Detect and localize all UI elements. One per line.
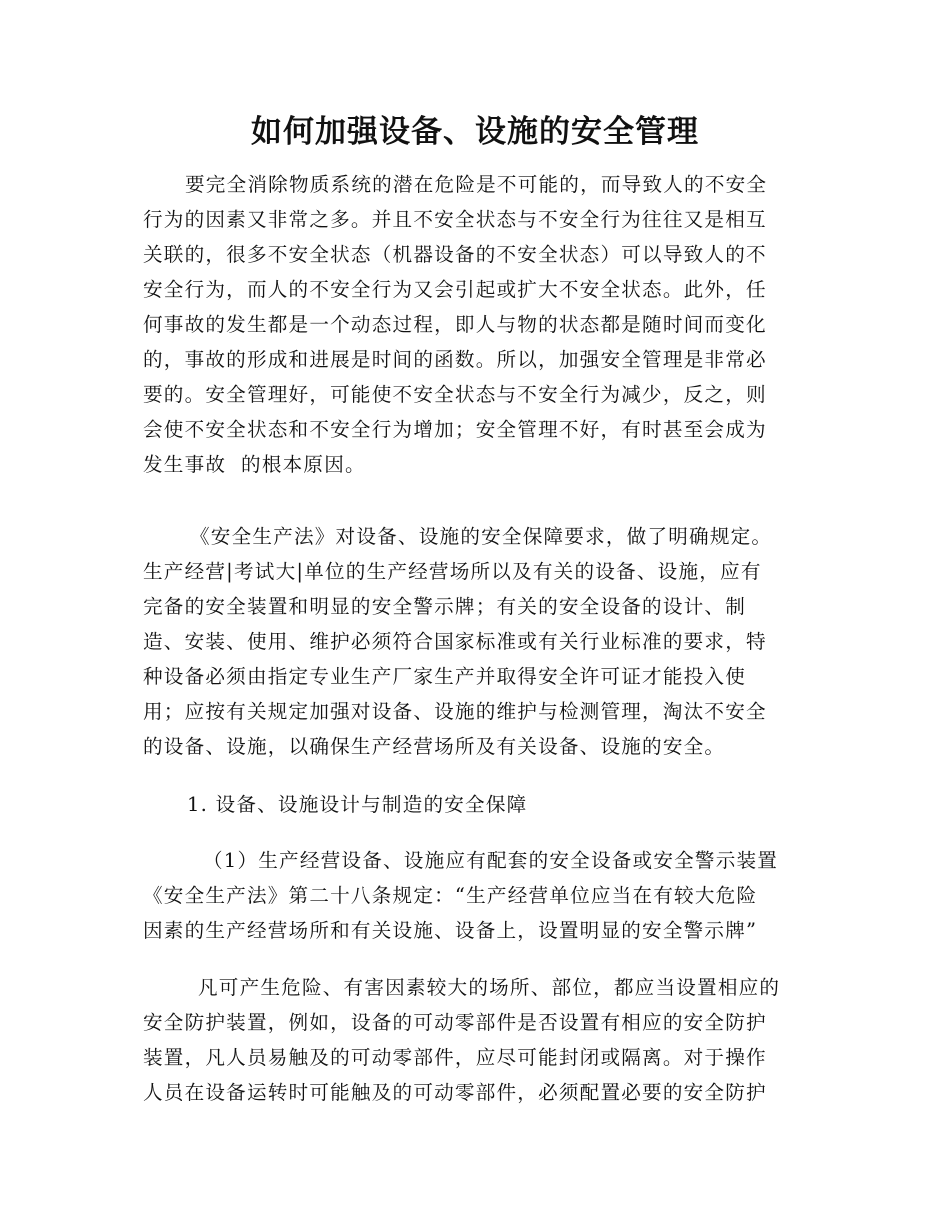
paragraph-line: 凡可产生危险、有害因素较大的场所、部位，都应当设置相应的 xyxy=(198,976,781,999)
paragraph-line: （1）生产经营设备、设施应有配套的安全设备或安全警示装置 xyxy=(203,849,779,872)
paragraph-1 xyxy=(143,167,808,482)
paragraph-2 xyxy=(143,519,808,764)
paragraph-5 xyxy=(143,970,808,1110)
paragraph-line: 人员在设备运转时可能触及的可动零部件，必须配置必要的安全防护 xyxy=(143,1081,767,1104)
paragraph-line: 发生事故 的根本原因。 xyxy=(143,453,366,476)
section-heading xyxy=(143,787,808,822)
section-heading-text: 1. 设备、设施设计与制造的安全保障 xyxy=(187,793,528,816)
paragraph-line: 《安全生产法》对设备、设施的安全保障要求，做了明确规定。 xyxy=(190,525,773,548)
paragraph-line: 完备的安全装置和明显的安全警示牌；有关的安全设备的设计、制 xyxy=(143,595,747,618)
paragraph-line: 生产经营|考试大|单位的生产经营场所以及有关的设备、设施，应有 xyxy=(143,560,762,583)
paragraph-line: 装置，凡人员易触及的可动零部件，应尽可能封闭或隔离。对于操作 xyxy=(143,1046,767,1069)
paragraph-line: 要的。安全管理好，可能使不安全状态与不安全行为减少，反之，则 xyxy=(143,383,767,406)
paragraph-line: 何事故的发生都是一个动态过程，即人与物的状态都是随时间而变化 xyxy=(143,313,767,336)
paragraph-line: 关联的，很多不安全状态（机器设备的不安全状态）可以导致人的不 xyxy=(143,243,767,266)
paragraph-line: 造、安装、使用、维护必须符合国家标准或有关行业标准的要求，特 xyxy=(143,630,767,653)
paragraph-line: 种设备必须由指定专业生产厂家生产并取得安全许可证才能投入使 xyxy=(143,665,747,688)
paragraph-line: 会使不安全状态和不安全行为增加；安全管理不好，有时甚至会成为 xyxy=(143,418,767,441)
paragraph-line: 安全防护装置，例如，设备的可动零部件是否设置有相应的安全防护 xyxy=(143,1011,767,1034)
paragraph-line: 要完全消除物质系统的潜在危险是不可能的，而导致人的不安全 xyxy=(185,173,768,196)
paragraph-line: 的，事故的形成和进展是时间的函数。所以，加强安全管理是非常必 xyxy=(143,348,767,371)
paragraph-line: 行为的因素又非常之多。并且不安全状态与不安全行为往往又是相互 xyxy=(143,208,767,231)
paragraph-line: 安全行为，而人的不安全行为又会引起或扩大不安全状态。此外，任 xyxy=(143,278,767,301)
paragraph-line: 用；应按有关规定加强对设备、设施的维护与检测管理，淘汰不安全 xyxy=(143,700,767,723)
paragraph-4 xyxy=(143,843,808,948)
paragraph-line: 《安全生产法》第二十八条规定：“生产经营单位应当在有较大危险 xyxy=(143,884,758,907)
paragraph-line: 的设备、设施，以确保生产经营场所及有关设备、设施的安全。 xyxy=(143,735,726,758)
document-title: 如何加强设备、设施的安全管理 xyxy=(251,114,699,150)
paragraph-line: 因素的生产经营场所和有关设施、设备上，设置明显的安全警示牌” xyxy=(143,919,758,942)
